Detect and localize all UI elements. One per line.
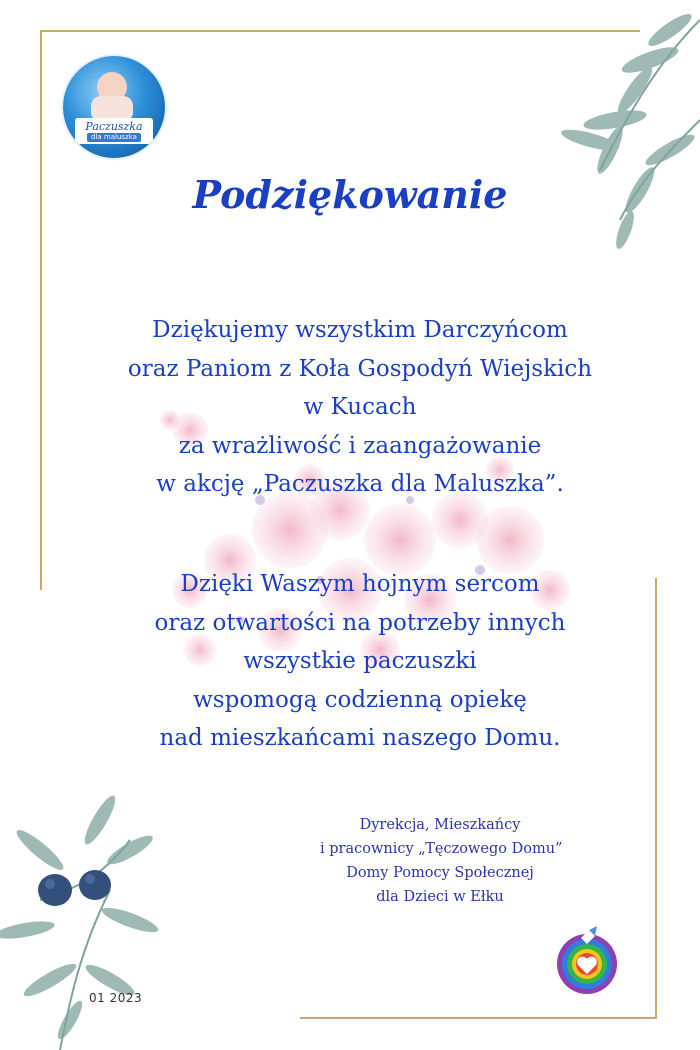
- berry-branch-bottom-left-icon: [0, 780, 180, 1050]
- paragraph-line: nad mieszkańcami naszego Domu.: [159, 725, 561, 751]
- paragraph-line: wspomogą codzienną opiekę: [193, 686, 527, 713]
- date-label: 01 2023: [89, 991, 143, 1005]
- signature-line: Dyrekcja, Mieszkańcy: [359, 817, 521, 833]
- hearts-paragraph: [20, 565, 700, 758]
- paragraph-line: Dzięki Waszym hojnym sercom: [180, 571, 540, 597]
- frame-bottom-line: [300, 1017, 657, 1019]
- paragraph-line: Dziękujemy wszystkim Darczyńcom: [152, 317, 568, 343]
- signature-line: dla Dzieci w Ełku: [376, 889, 504, 905]
- paragraph-line: w Kucach: [303, 394, 417, 420]
- paragraph-line: oraz Paniom z Koła Gospodyń Wiejskich: [127, 355, 593, 382]
- page-title: Podziękowanie: [192, 172, 508, 217]
- thanks-paragraph: [20, 311, 700, 504]
- paragraph-line: wszystkie paczuszki: [243, 648, 477, 674]
- paczuszka-logo: [63, 56, 165, 158]
- frame-left-line: [40, 30, 42, 590]
- signature-line: i pracownicy „Tęczowego Domu”: [320, 841, 563, 857]
- logo-banner: [75, 118, 153, 144]
- signature-line: Domy Pomocy Społecznej: [346, 865, 534, 881]
- paragraph-line: w akcję „Paczuszka dla Maluszka”.: [156, 471, 564, 497]
- logo-text-line2: dla maluszka: [87, 133, 141, 142]
- eucalyptus-leaves-top-right-icon: [520, 0, 700, 270]
- paragraph-line: oraz otwartości na potrzeby innych: [154, 609, 566, 636]
- logo-text-line1: Paczuszka: [85, 119, 143, 133]
- rainbow-heart-logo-icon: [551, 924, 623, 996]
- signature-block: [320, 813, 563, 909]
- paragraph-line: za wrażliwość i zaangażowanie: [178, 432, 542, 459]
